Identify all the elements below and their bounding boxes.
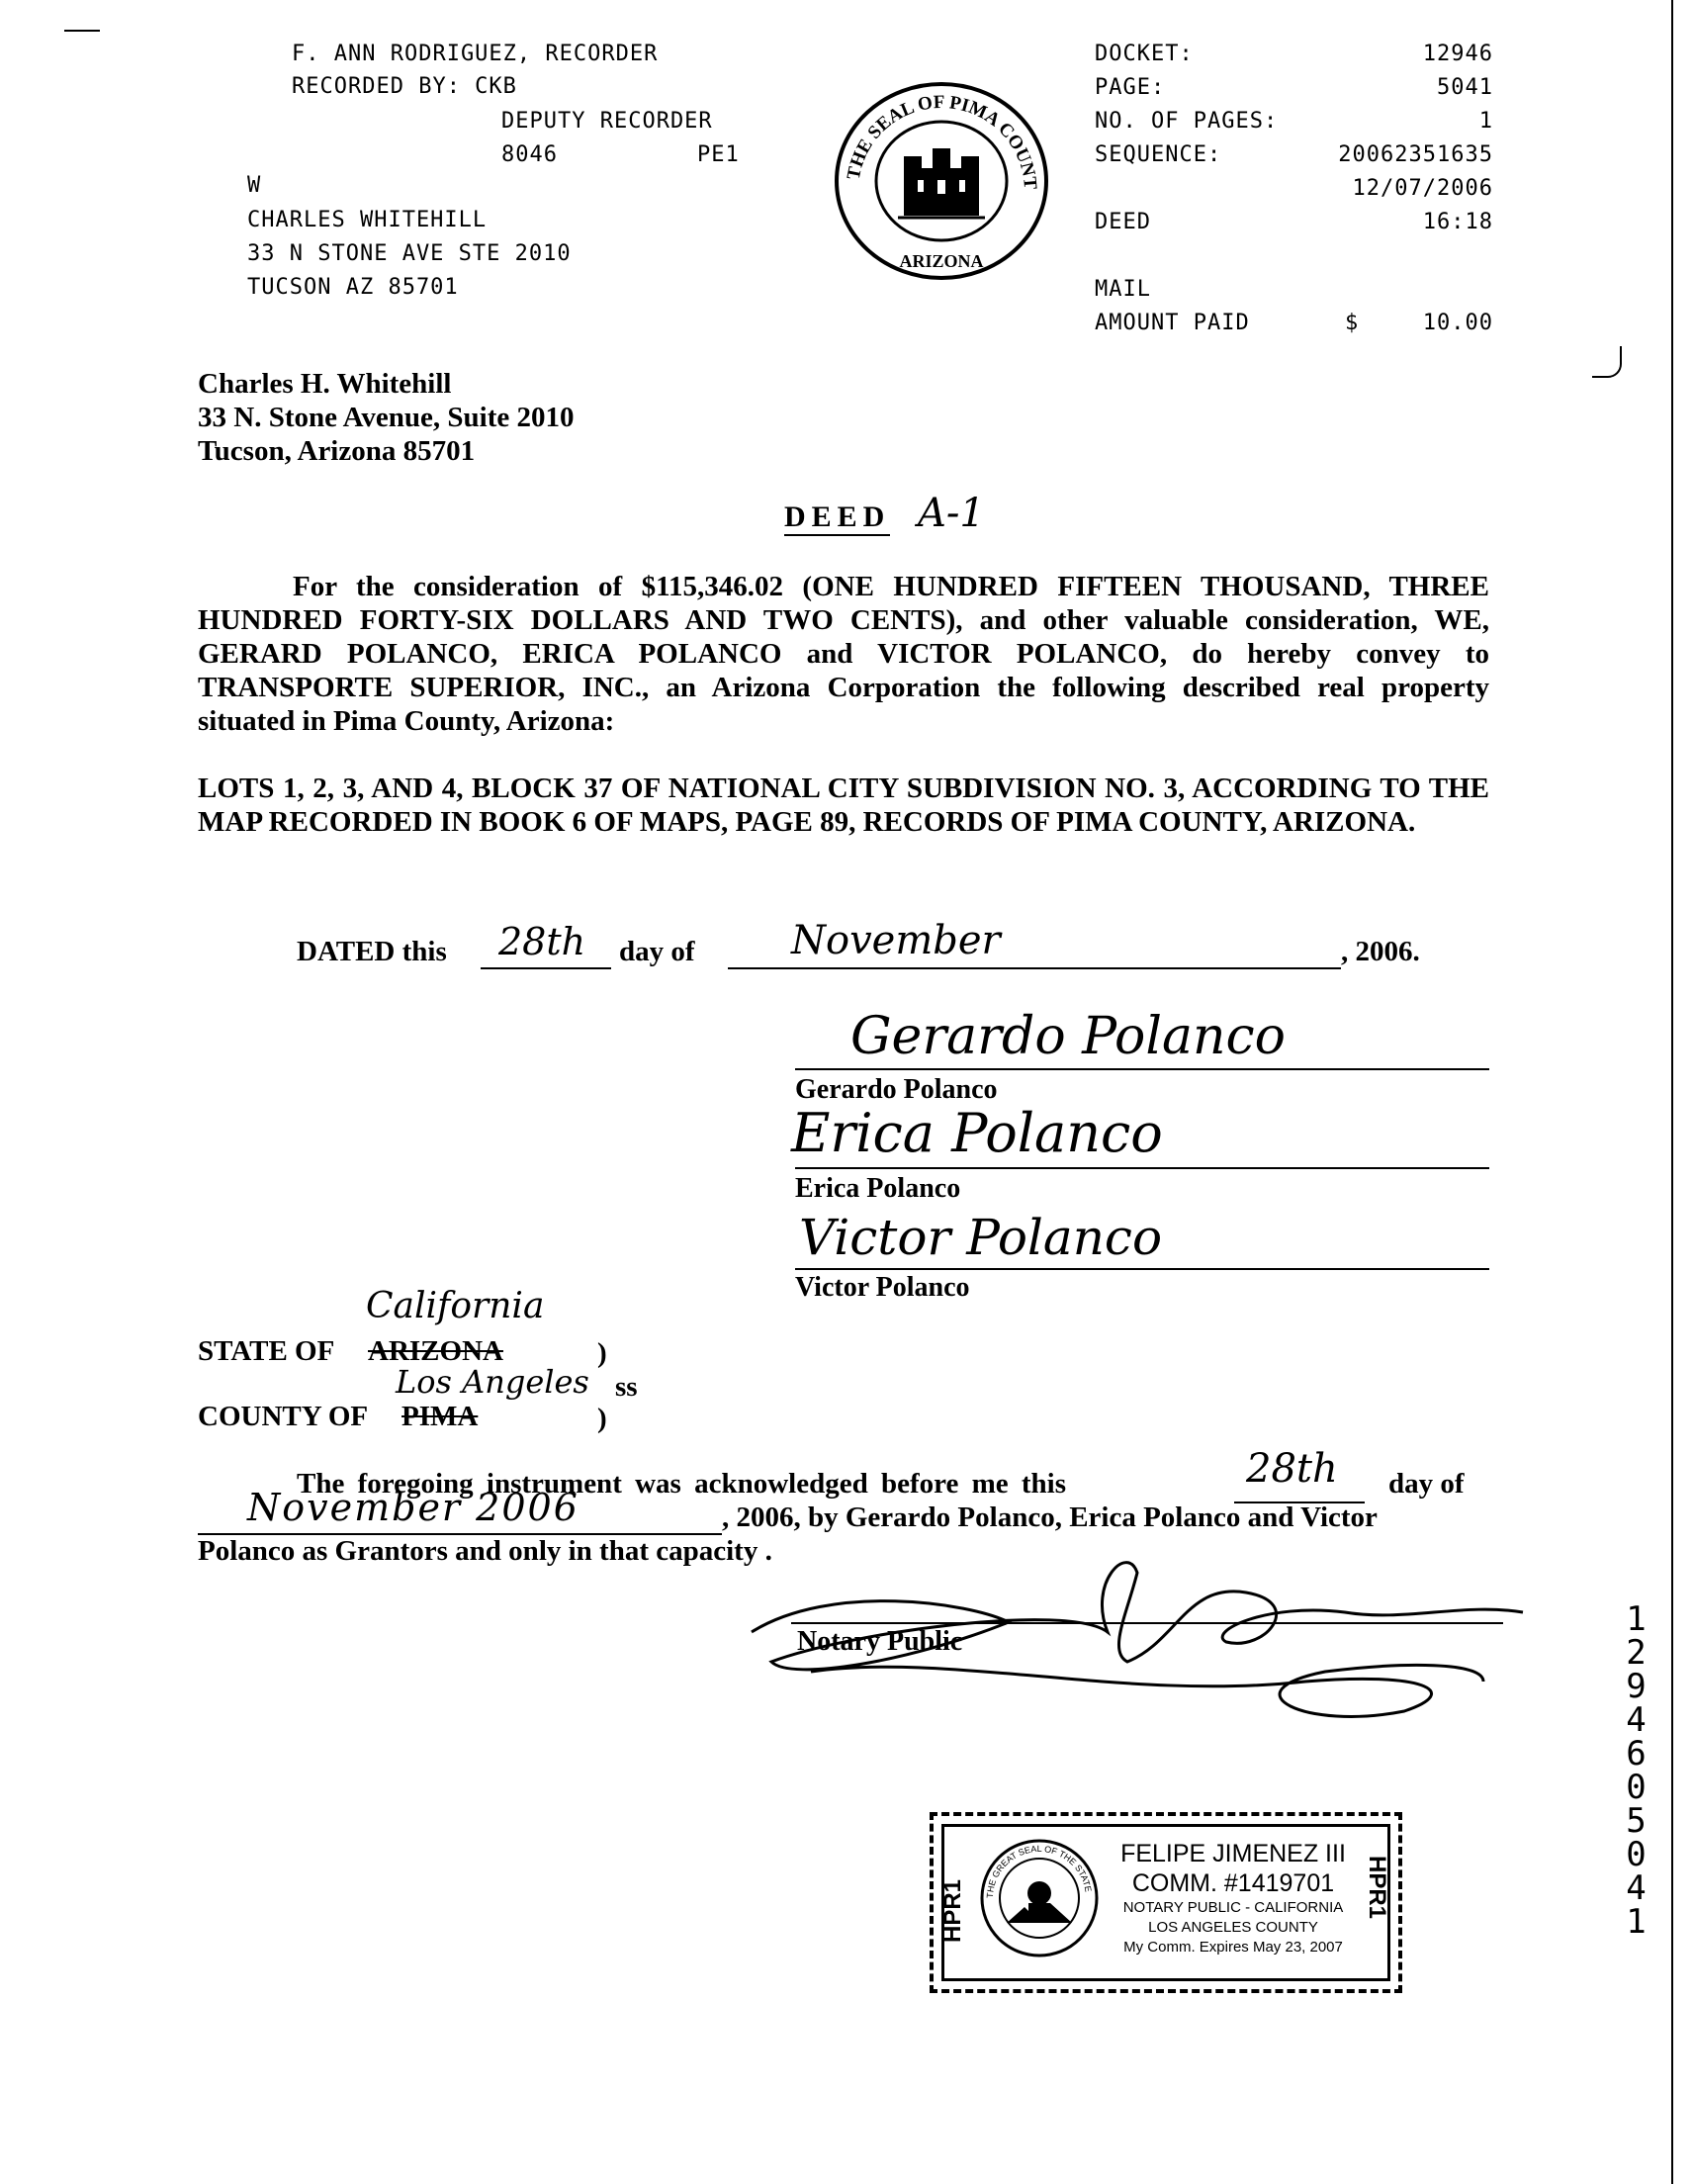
county-handwritten: Los Angeles <box>396 1363 589 1401</box>
signature-erica: Erica Polanco <box>791 1102 1163 1164</box>
addressee-city: Tucson, Arizona 85701 <box>198 435 476 467</box>
deed-title: DEED <box>784 500 890 536</box>
return-city: TUCSON AZ 85701 <box>247 275 459 300</box>
dated-month-line <box>728 967 1341 969</box>
county-label: COUNTY OF <box>198 1401 369 1432</box>
deputy-code-right: PE1 <box>697 142 740 167</box>
pages-value: 1 <box>1478 109 1493 134</box>
stamp-side-left: HPR1 <box>939 1878 966 1943</box>
ack-line3: Polanco as Grantors and only in that capacity . <box>198 1535 772 1567</box>
recorded-by: RECORDED BY: CKB <box>292 74 517 99</box>
return-street: 33 N STONE AVE STE 2010 <box>247 241 572 266</box>
notary-public-label: Notary Public <box>797 1626 963 1657</box>
seal-arc-text: THE SEAL OF PIMA COUNT <box>843 91 1041 191</box>
sequence-value: 20062351635 <box>1338 142 1493 167</box>
ack-line1-b: day of <box>1388 1468 1465 1500</box>
seal-bottom-text: ARIZONA <box>899 251 984 271</box>
dated-suffix: , 2006. <box>1341 936 1420 967</box>
ack-day-handwritten: 28th <box>1246 1446 1338 1492</box>
state-paren: ) <box>597 1337 607 1369</box>
deputy-code-left: 8046 <box>501 142 558 167</box>
venue-ss: ss <box>615 1371 638 1403</box>
signer-label-erica: Erica Polanco <box>795 1173 961 1204</box>
notary-stamp <box>930 1812 1402 1993</box>
return-name: CHARLES WHITEHILL <box>247 208 488 232</box>
ack-month-handwritten: November 2006 <box>247 1486 579 1529</box>
california-seal-graphic <box>979 1838 1100 1958</box>
state-handwritten: California <box>366 1286 545 1326</box>
page-value: 5041 <box>1437 75 1493 100</box>
addressee-street: 33 N. Stone Avenue, Suite 2010 <box>198 402 575 433</box>
amount-label: AMOUNT PAID <box>1095 311 1250 335</box>
scan-edge <box>1671 0 1673 2184</box>
amount-currency: $ <box>1345 311 1360 335</box>
ack-line1-a: The foregoing instrument was acknowledged before me this <box>297 1468 1066 1500</box>
deed-label: DEED <box>1095 210 1151 234</box>
dated-day-line <box>481 967 611 969</box>
dated-day-handwritten: 28th <box>498 920 586 963</box>
legal-description: LOTS 1, 2, 3, AND 4, BLOCK 37 OF NATIONAL CITY SUBDIVISION NO. 3, ACCORDING TO THE MAP RECORDED IN BOOK 6 OF MAPS, PAGE 89, RECORDS OF PIMA COUNTY, ARIZONA. <box>198 773 1489 838</box>
dated-month-handwritten: November <box>791 918 1001 963</box>
docket-label: DOCKET: <box>1095 42 1194 66</box>
recording-time: 16:18 <box>1422 210 1493 234</box>
seal-graphic <box>829 77 1054 285</box>
california-seal <box>979 1838 1100 1958</box>
ack-line2: , 2006, by Gerardo Polanco, Erica Polanco and Victor <box>722 1502 1378 1533</box>
sequence-label: SEQUENCE: <box>1095 142 1222 167</box>
amount-value: 10.00 <box>1422 311 1493 335</box>
stamp-line4: LOS ANGELES COUNTY <box>1148 1919 1318 1936</box>
recording-date: 12/07/2006 <box>1352 176 1493 201</box>
docket-value: 12946 <box>1422 42 1493 66</box>
mail-label: MAIL <box>1095 277 1151 302</box>
deed-title-handwritten: A-1 <box>918 491 985 536</box>
stamp-notary-name: FELIPE JIMENEZ III <box>1120 1840 1346 1867</box>
stamp-line5: My Comm. Expires May 23, 2007 <box>1123 1939 1343 1956</box>
notary-signature-line <box>791 1622 1503 1624</box>
edge-mark <box>1592 346 1622 378</box>
state-label: STATE OF <box>198 1335 335 1367</box>
dated-middle: day of <box>619 936 695 967</box>
consideration-paragraph: For the consideration of $115,346.02 (ONE HUNDRED FIFTEEN THOUSAND, THREE HUNDRED FORTY-SIX DOLLARS AND TWO CENTS), and other valuable consideration, WE, GERARD POLANCO, ERICA POLANCO and VICTOR POLANCO, do hereby convey to TRANSPORTE SUPERIOR, INC., an Arizona Corporation the following described real property situated in Pima County, Arizona: <box>198 571 1489 737</box>
county-paren: ) <box>597 1403 607 1434</box>
signer-label-victor: Victor Polanco <box>795 1272 970 1303</box>
margin-docket-stamp: 12946 05041 <box>1626 1599 1648 1942</box>
pima-county-seal <box>829 77 1054 285</box>
california-seal-text: THE GREAT SEAL OF THE STATE <box>984 1843 1094 1899</box>
deputy-recorder: DEPUTY RECORDER <box>501 109 713 134</box>
signature-gerardo: Gerardo Polanco <box>850 1007 1286 1066</box>
stamp-line3: NOTARY PUBLIC - CALIFORNIA <box>1122 1899 1344 1916</box>
signature-line-2 <box>795 1167 1489 1169</box>
stamp-comm-number: COMM. #1419701 <box>1131 1869 1335 1897</box>
signature-line-3 <box>795 1268 1489 1270</box>
signer-label-gerardo: Gerardo Polanco <box>795 1074 998 1105</box>
state-struck: ARIZONA <box>368 1335 503 1367</box>
signature-line-1 <box>795 1068 1489 1070</box>
addressee-name: Charles H. Whitehill <box>198 368 452 400</box>
pages-label: NO. OF PAGES: <box>1095 109 1279 134</box>
stamp-side-right: HPR1 <box>1364 1856 1390 1920</box>
w-marker: W <box>247 173 262 198</box>
recorder-name: F. ANN RODRIGUEZ, RECORDER <box>292 42 659 66</box>
page-label: PAGE: <box>1095 75 1166 100</box>
dated-prefix: DATED this <box>297 936 447 967</box>
county-struck: PIMA <box>401 1401 479 1432</box>
corner-mark <box>64 30 100 32</box>
signature-victor: Victor Polanco <box>799 1209 1163 1266</box>
